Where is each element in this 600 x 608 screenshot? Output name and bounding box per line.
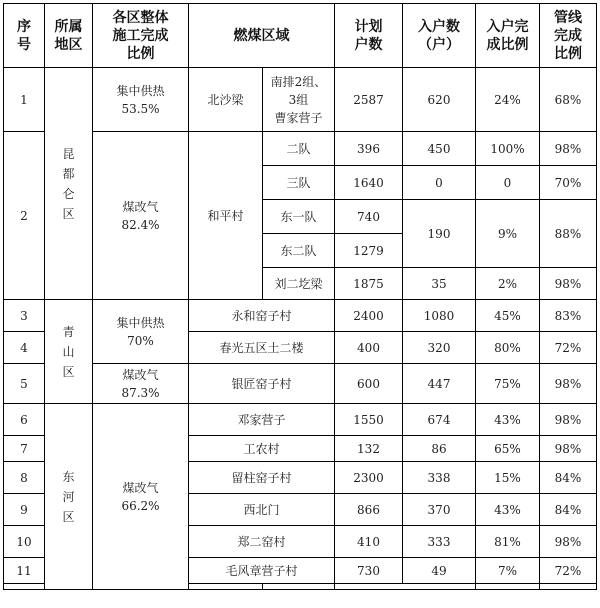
seq-cell: 3 (4, 300, 45, 332)
entered-cell: 447 (403, 364, 476, 404)
pipe-ratio-cell: 98% (540, 268, 597, 300)
pipe-ratio-cell: 84% (540, 462, 597, 494)
method-cell: 煤改气 82.4% (93, 132, 189, 300)
area-cell: 银匠窑子村 (189, 364, 335, 404)
planned-cell: 600 (335, 364, 403, 404)
cutoff-cell (335, 584, 476, 590)
planned-cell: 400 (335, 332, 403, 364)
pipe-ratio-cell: 98% (540, 132, 597, 166)
seq-cell: 5 (4, 364, 45, 404)
pipe-ratio-cell: 98% (540, 404, 597, 436)
cutoff-cell (189, 584, 263, 590)
sub-area-cell: 刘二圪梁 (263, 268, 335, 300)
planned-cell: 730 (335, 558, 403, 584)
pipe-ratio-cell: 84% (540, 494, 597, 526)
entered-cell-merged: 190 (403, 200, 476, 268)
entered-cell: 370 (403, 494, 476, 526)
entry-ratio-cell: 100% (476, 132, 540, 166)
planned-cell: 132 (335, 436, 403, 462)
header-seq: 序 号 (4, 4, 45, 68)
entry-ratio-cell: 75% (476, 364, 540, 404)
seq-cell: 4 (4, 332, 45, 364)
area-cell: 留柱窑子村 (189, 462, 335, 494)
planned-cell: 1550 (335, 404, 403, 436)
seq-cell: 1 (4, 68, 45, 132)
area-cell: 春光五区土二楼 (189, 332, 335, 364)
seq-cell: 6 (4, 404, 45, 436)
table-row (4, 364, 597, 404)
entered-cell: 1080 (403, 300, 476, 332)
seq-cell: 9 (4, 494, 45, 526)
entry-ratio-cell: 24% (476, 68, 540, 132)
area-cell: 西北门 (189, 494, 335, 526)
entry-ratio-cell: 81% (476, 526, 540, 558)
pipe-ratio-cell: 68% (540, 68, 597, 132)
planned-cell: 866 (335, 494, 403, 526)
cutoff-cell (263, 584, 335, 590)
header-entered: 入户数 （户） (403, 4, 476, 68)
header-planned: 计划 户数 (335, 4, 403, 68)
sub-area-cell: 南排2组、 3组 曹家营子 (263, 68, 335, 132)
table-row (4, 68, 597, 132)
method-cell: 煤改气 87.3% (93, 364, 189, 404)
pipe-ratio-cell: 98% (540, 436, 597, 462)
seq-cell: 2 (4, 132, 45, 300)
header-pipe-ratio: 管线 完成 比例 (540, 4, 597, 68)
entered-cell: 333 (403, 526, 476, 558)
area-cell: 工农村 (189, 436, 335, 462)
planned-cell: 2400 (335, 300, 403, 332)
method-cell: 煤改气 66.2% (93, 404, 189, 590)
entry-ratio-cell: 65% (476, 436, 540, 462)
district-donghe: 东 河 区 (45, 404, 93, 590)
sub-area-cell: 三队 (263, 166, 335, 200)
district-qingshan: 青 山 区 (45, 300, 93, 404)
planned-cell: 2587 (335, 68, 403, 132)
seq-cell: 10 (4, 526, 45, 558)
pipe-ratio-cell: 72% (540, 332, 597, 364)
area-cell: 邓家营子 (189, 404, 335, 436)
pipe-ratio-cell: 70% (540, 166, 597, 200)
coal-reform-progress-table (3, 3, 597, 590)
planned-cell: 396 (335, 132, 403, 166)
entered-cell: 0 (403, 166, 476, 200)
area-cell: 毛风章营子村 (189, 558, 335, 584)
entry-ratio-cell: 80% (476, 332, 540, 364)
planned-cell: 410 (335, 526, 403, 558)
pipe-ratio-cell: 83% (540, 300, 597, 332)
cutoff-cell (4, 584, 45, 590)
entry-ratio-cell: 7% (476, 558, 540, 584)
planned-cell: 1279 (335, 234, 403, 268)
header-row (4, 4, 597, 68)
planned-cell: 1875 (335, 268, 403, 300)
cutoff-cell (476, 584, 540, 590)
village-cell: 北沙梁 (189, 68, 263, 132)
planned-cell: 740 (335, 200, 403, 234)
district-kundulun: 昆 都 仑 区 (45, 68, 93, 300)
seq-cell: 7 (4, 436, 45, 462)
entry-ratio-cell: 15% (476, 462, 540, 494)
village-cell: 和平村 (189, 132, 263, 300)
header-area: 燃煤区域 (189, 4, 335, 68)
pipe-ratio-cell: 98% (540, 364, 597, 404)
header-entry-ratio: 入户完 成比例 (476, 4, 540, 68)
entered-cell: 86 (403, 436, 476, 462)
table-row (4, 300, 597, 332)
method-cell: 集中供热 53.5% (93, 68, 189, 132)
seq-cell: 8 (4, 462, 45, 494)
entered-cell: 674 (403, 404, 476, 436)
pipe-ratio-cell: 72% (540, 558, 597, 584)
sub-area-cell: 东二队 (263, 234, 335, 268)
seq-cell: 11 (4, 558, 45, 584)
entered-cell: 49 (403, 558, 476, 584)
entered-cell: 320 (403, 332, 476, 364)
method-cell: 集中供热 70% (93, 300, 189, 364)
entered-cell: 338 (403, 462, 476, 494)
entry-ratio-cell: 2% (476, 268, 540, 300)
header-district: 所属 地区 (45, 4, 93, 68)
entry-ratio-cell: 0 (476, 166, 540, 200)
entered-cell: 35 (403, 268, 476, 300)
pipe-ratio-cell-merged: 88% (540, 200, 597, 268)
planned-cell: 2300 (335, 462, 403, 494)
table-row (4, 132, 597, 166)
entry-ratio-cell: 45% (476, 300, 540, 332)
entry-ratio-cell: 43% (476, 494, 540, 526)
planned-cell: 1640 (335, 166, 403, 200)
table-row (4, 404, 597, 436)
entry-ratio-cell: 43% (476, 404, 540, 436)
entry-ratio-cell-merged: 9% (476, 200, 540, 268)
cutoff-cell (540, 584, 597, 590)
entered-cell: 620 (403, 68, 476, 132)
sub-area-cell: 东一队 (263, 200, 335, 234)
sub-area-cell: 二队 (263, 132, 335, 166)
pipe-ratio-cell: 98% (540, 526, 597, 558)
area-cell: 郑二窑村 (189, 526, 335, 558)
header-progress: 各区整体 施工完成 比例 (93, 4, 189, 68)
area-cell: 永和窑子村 (189, 300, 335, 332)
entered-cell: 450 (403, 132, 476, 166)
